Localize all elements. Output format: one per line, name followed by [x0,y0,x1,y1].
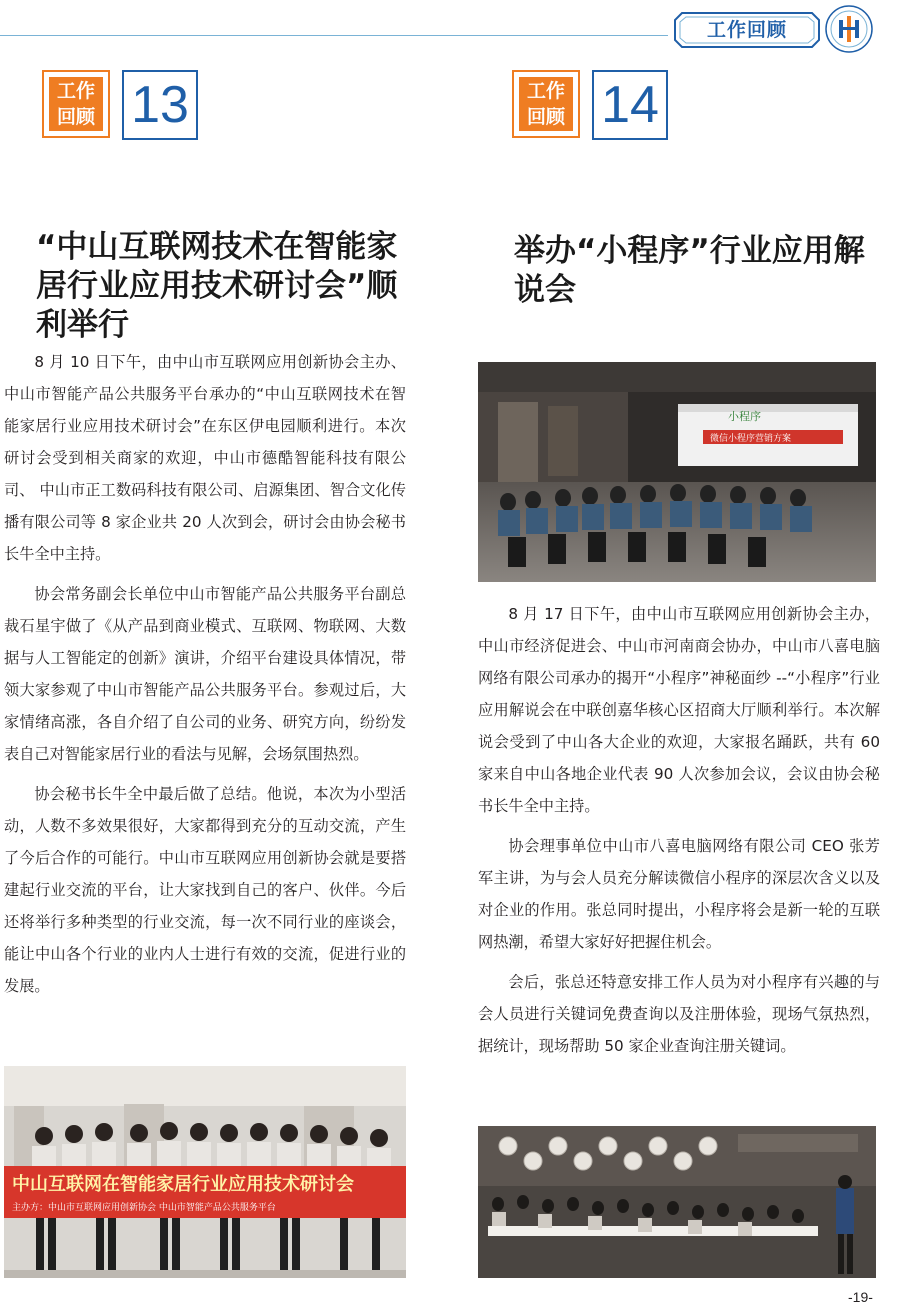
tag-label-box [512,70,580,138]
paragraph: 8 月 17 日下午，由中山市互联网应用创新协会主办，中山市经济促进会、中山市河南商会协办，中山市八喜电脑网络有限公司承办的揭开“小程序”神秘面纱 --“小程序”行业应用解说会在中联创嘉华核心区招商大厅顺利举行。本次解说会受到了中山各大企业的欢迎，大家报名踊跃，共有 60 家来自中山各地企业代表 90 人次参加会议，会议由协会秘书长牛全中主持。 [478,605,880,815]
tag-label-box [42,70,110,138]
photo-seminar-audience [478,1126,876,1278]
photo-presentation-hall [478,362,876,582]
article-13-body [4,346,406,1002]
photo-group-banner [4,1066,406,1278]
section-label: 工作回顾 [706,19,787,41]
screen-title: 小程序 [728,410,761,423]
page-number: -19- [848,1289,873,1305]
article-14-title: 举办“小程序”行业应用解说会 [514,233,865,308]
header-rule [0,35,668,36]
tag-number: 14 [592,70,668,140]
tag-label: 工作回顾 [519,77,573,131]
section-badge [672,10,822,50]
paragraph: 协会常务副会长单位中山市智能产品公共服务平台副总裁石星宇做了《从产品到商业模式、互联网、物联网、大数据与人工智能定的创新》演讲，介绍平台建设具体情况，带领大家参观了中山市智能产品公共服务平台。参观过后，大家情绪高涨，各自介绍了自公司的业务、研究方向，纷纷发表自己对智能家居行业的看法与见解，会场氛围热烈。 [4,585,406,763]
tag-label: 工作回顾 [49,77,103,131]
screen-subtitle: 微信小程序营销方案 [710,434,792,444]
article-13-title: “中山互联网技术在智能家居行业应用技术研讨会”顺利举行 [36,229,398,343]
banner-subtext: 主办方：中山市互联网应用创新协会 中山市智能产品公共服务平台 [12,1203,276,1213]
paragraph: 8 月 10 日下午，由中山市互联网应用创新协会主办、中山市智能产品公共服务平台承办的“中山互联网技术在智能家居行业应用技术研讨会”在东区伊电园顺利进行。本次研讨会受到相关商家的欢迎，中山市德酷智能科技有限公司、 中山市正工数码科技有限公司、启源集团、智合文化传播有限公司等 8 家企业共 20 人次到会，研讨会由协会秘书长牛全中主持。 [4,353,406,563]
paragraph: 协会理事单位中山市八喜电脑网络有限公司 CEO 张芳军主讲，为与会人员充分解读微信小程序的深层次含义以及对企业的作用。张总同时提出，小程序将会是新一轮的互联网热潮，希望大家好好把握住机会。 [478,837,880,951]
association-logo-icon [824,4,874,54]
paragraph: 会后，张总还特意安排工作人员为对小程序有兴趣的与会人员进行关键词免费查询以及注册体验，现场气氛热烈，据统计，现场帮助 50 家企业查询注册关键词。 [478,973,880,1055]
paragraph: 协会秘书长牛全中最后做了总结。他说，本次为小型活动，人数不多效果很好，大家都得到充分的互动交流，产生了今后合作的可能行。中山市互联网应用创新协会就是要搭建起行业交流的平台，让大家找到自己的客户、伙伴。今后还将举行多种类型的行业交流，每一次不同行业的座谈会，能让中山各个行业的业内人士进行有效的交流，促进行业的发展。 [4,785,406,995]
banner-text: 中山互联网在智能家居行业应用技术研讨会 [12,1174,354,1195]
tag-number: 13 [122,70,198,140]
article-14-body [478,598,880,1062]
